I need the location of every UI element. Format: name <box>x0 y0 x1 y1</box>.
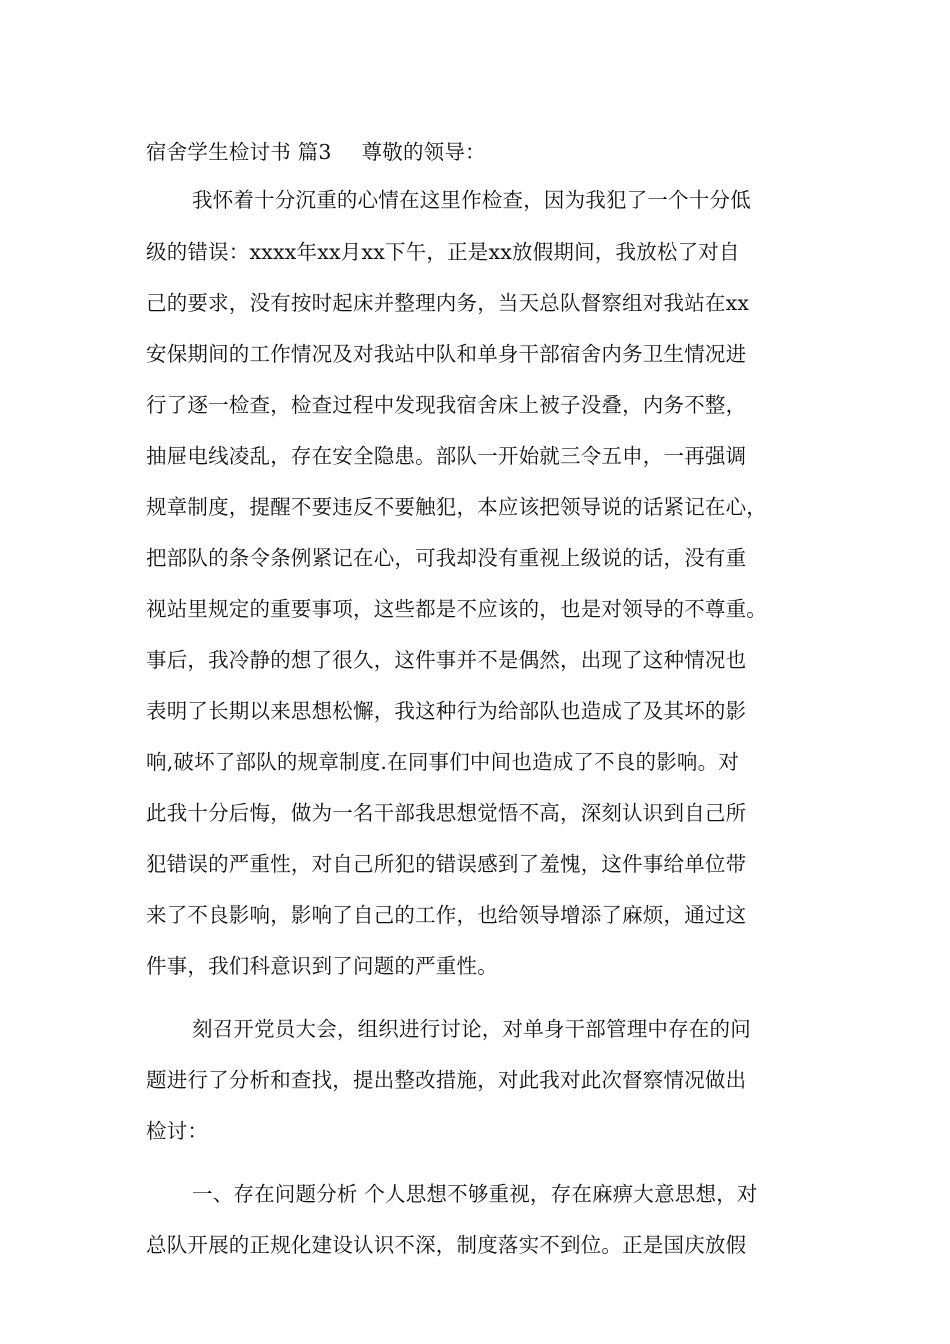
body-line: 响,破坏了部队的规章制度.在同事们中间也造成了不良的影响。对 <box>146 750 740 774</box>
body-line: 级的错误：xxxx年xx月xx下午，正是xx放假期间，我放松了对自 <box>146 240 740 264</box>
body-line: 一、存在问题分析 个人思想不够重视，存在麻痹大意思想，对 <box>192 1182 758 1206</box>
body-line: 视站里规定的重要事项，这些都是不应该的，也是对领导的不尊重。 <box>146 597 767 621</box>
body-line: 规章制度，提醒不要违反不要触犯，本应该把领导说的话紧记在心， <box>146 495 767 519</box>
heading-line <box>146 140 486 164</box>
body-line: 此我十分后悔，做为一名干部我思想觉悟不高，深刻认识到自己所 <box>146 801 747 825</box>
body-line: 来了不良影响，影响了自己的工作，也给领导增添了麻烦，通过这 <box>146 903 747 927</box>
body-line: 检讨： <box>146 1119 209 1143</box>
body-line: 件事，我们科意识到了问题的严重性。 <box>146 954 498 978</box>
body-line: 安保期间的工作情况及对我站中队和单身干部宿舍内务卫生情况进 <box>146 342 747 366</box>
body-line: 事后，我冷静的想了很久，这件事并不是偶然，出现了这种情况也 <box>146 648 747 672</box>
document-heading: 宿舍学生检讨书 篇3 <box>146 140 332 164</box>
body-line: 犯错误的严重性，对自己所犯的错误感到了羞愧，这件事给单位带 <box>146 852 747 876</box>
body-line: 总队开展的正规化建设认识不深，制度落实不到位。正是国庆放假 <box>146 1233 747 1257</box>
body-line: 表明了长期以来思想松懈，我这种行为给部队也造成了及其坏的影 <box>146 699 747 723</box>
body-line: 行了逐一检查，检查过程中发现我宿舍床上被子没叠，内务不整， <box>146 393 747 417</box>
body-line: 题进行了分析和查找，提出整改措施，对此我对此次督察情况做出 <box>146 1068 747 1092</box>
body-line: 我怀着十分沉重的心情在这里作检查，因为我犯了一个十分低 <box>192 188 751 212</box>
body-line: 刻召开党员大会，组织进行讨论，对单身干部管理中存在的问 <box>192 1017 751 1041</box>
salutation: 尊敬的领导： <box>361 140 486 164</box>
body-line: 把部队的条令条例紧记在心，可我却没有重视上级说的话，没有重 <box>146 546 747 570</box>
body-line: 抽屉电线凌乱，存在安全隐患。部队一开始就三令五申，一再强调 <box>146 444 747 468</box>
body-line: 己的要求，没有按时起床并整理内务，当天总队督察组对我站在xx <box>146 291 750 315</box>
